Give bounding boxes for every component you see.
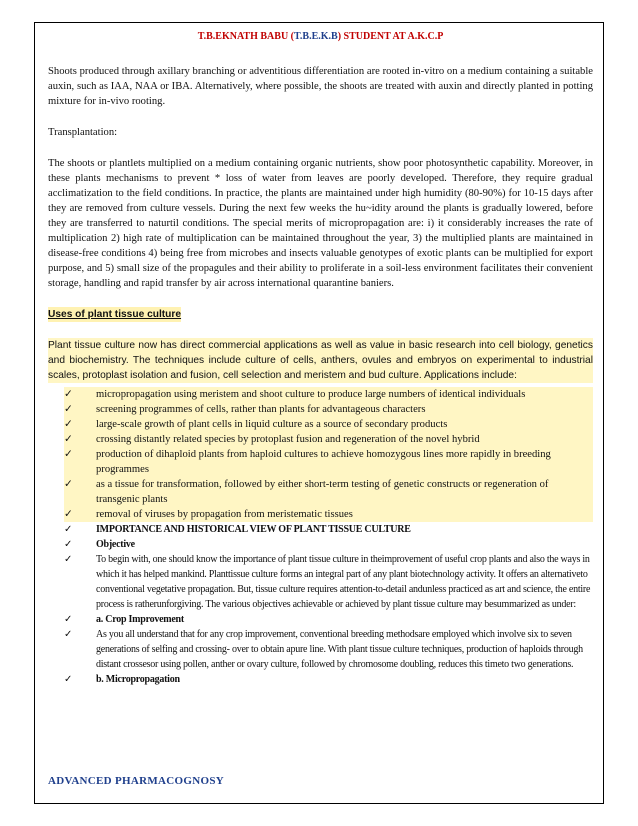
checkmark-icon: ✓ (64, 524, 73, 535)
objective-heading: Objective (96, 539, 135, 550)
checkmark-icon: ✓ (64, 479, 73, 490)
checkmark-icon: ✓ (64, 509, 73, 520)
page-footer: ADVANCED PHARMACOGNOSY (48, 775, 224, 787)
list-item (64, 447, 593, 477)
checkmark-icon: ✓ (64, 389, 73, 400)
header-prefix: T.B.EKNATH BABU ( (197, 31, 294, 42)
crop-improvement-text: As you all understand that for any crop improvement, conventional breeding methodsare employed which involve six to seven generations of selfing and crossing- over to obtain apure line. With plant tissue culture techniques, production of haploids through distant crossesor using pollen, anther or ovary culture, followed by chromosome doubling, reduces this timeto two generations. (96, 629, 583, 670)
rooting-paragraph: Shoots produced through axillary branching or adventitious differentiation are rooted in-vitro on a medium containing a suitable auxin, such as IAA, NAA or IBA. Alternatively, where possible, the shoots are treated with auxin and directly planted in potting mixture for in-vivo rooting. (48, 66, 593, 107)
list-item (64, 672, 593, 687)
checkmark-icon: ✓ (64, 434, 73, 445)
list-item (64, 477, 593, 507)
checkmark-icon: ✓ (64, 449, 73, 460)
list-item (64, 417, 593, 432)
transplantation-paragraph: The shoots or plantlets multiplied on a medium containing organic nutrients, show poor photosynthetic capability. Moreover, in these plants mechanisms to prevent * loss of water from leaves are poorly developed. Therefore, they require gradual acclimatization to the field conditions. In practice, the plants are maintained under high humidity (80-90%) for 10-15 days after they are removed from culture vessels. During the next few weeks the hu~idity around the plants is gradually lowered, before they are transferred to naturtil conditions. The special merits of micropropagation are: i) it considerably increases the rate of multiplication 2) high rate of multiplication can be maintained throughout the year, 3) the multiplied plants are maintained in disease-free conditions 4) being free from microbes and insects valuable genotypes of exotic plants can be multiplied for export purpose, and 5) small size of the propagules and their ability to proliferate in a soil-less environment facilitates their convenient storage, handling and rapid transfer by air across international quarantine baniers. (48, 158, 593, 289)
checkmark-icon: ✓ (64, 419, 73, 430)
micropropagation-heading: b. Micropropagation (96, 674, 180, 685)
list-item-text: production of dihaploid plants from haploid cultures to achieve homozygous lines more rapidly in breeding programmes (96, 449, 551, 475)
list-item (64, 387, 593, 402)
transplantation-heading: Transplantation: (48, 127, 118, 138)
checkmark-icon: ✓ (64, 539, 73, 550)
list-item (64, 522, 593, 537)
header-suffix: ) STUDENT AT A.K.C.P (337, 31, 444, 42)
checkmark-icon: ✓ (64, 629, 73, 640)
list-item-text: crossing distantly related species by protoplast fusion and regeneration of the novel hybrid (96, 434, 480, 445)
checkmark-icon: ✓ (64, 554, 73, 565)
uses-heading: Uses of plant tissue culture (48, 309, 182, 320)
crop-improvement-heading: a. Crop Improvement (96, 614, 184, 625)
list-item (64, 627, 593, 672)
list-item-text: as a tissue for transformation, followed by either short-term testing of genetic constructs or regeneration of transgenic plants (96, 479, 549, 505)
header-abbr: T.B.E.K.B (294, 31, 338, 42)
list-item (64, 537, 593, 552)
checkmark-icon: ✓ (64, 614, 73, 625)
list-item (64, 432, 593, 447)
page-header (48, 30, 593, 44)
checkmark-icon: ✓ (64, 404, 73, 415)
list-item (64, 402, 593, 417)
document-page (48, 30, 593, 687)
list-item-text: screening programmes of cells, rather than plants for advantageous characters (96, 404, 426, 415)
applications-list (48, 387, 593, 687)
list-item (64, 552, 593, 612)
list-item (64, 612, 593, 627)
uses-intro: Plant tissue culture now has direct commercial applications as well as value in basic research into cell biology, genetics and biochemistry. The techniques include culture of cells, anthers, ovules and embryos on experimental to industrial scales, protoplast isolation and fusion, cell selection and meristem and bud culture. Applications include: (48, 340, 593, 381)
list-item (64, 507, 593, 522)
importance-heading: IMPORTANCE AND HISTORICAL VIEW OF PLANT TISSUE CULTURE (96, 524, 411, 535)
objective-text: To begin with, one should know the importance of plant tissue culture in theimprovement of useful crop plants and also the ways in which it has helped mankind. Planttissue culture forms an integral part of any plant biotechnology activity. It offers an alternativeto conventional vegetative propagation. But, tissue culture requires attention-to-detail andunless practiced as art and science, the entire process is ratherunforgiving. The various objectives achievable or achieved by plant tissue culture may besummarized as under: (96, 554, 591, 610)
checkmark-icon: ✓ (64, 674, 73, 685)
list-item-text: large-scale growth of plant cells in liquid culture as a source of secondary products (96, 419, 448, 430)
list-item-text: micropropagation using meristem and shoot culture to produce large numbers of identical individuals (96, 389, 526, 400)
list-item-text: removal of viruses by propagation from meristematic tissues (96, 509, 353, 520)
